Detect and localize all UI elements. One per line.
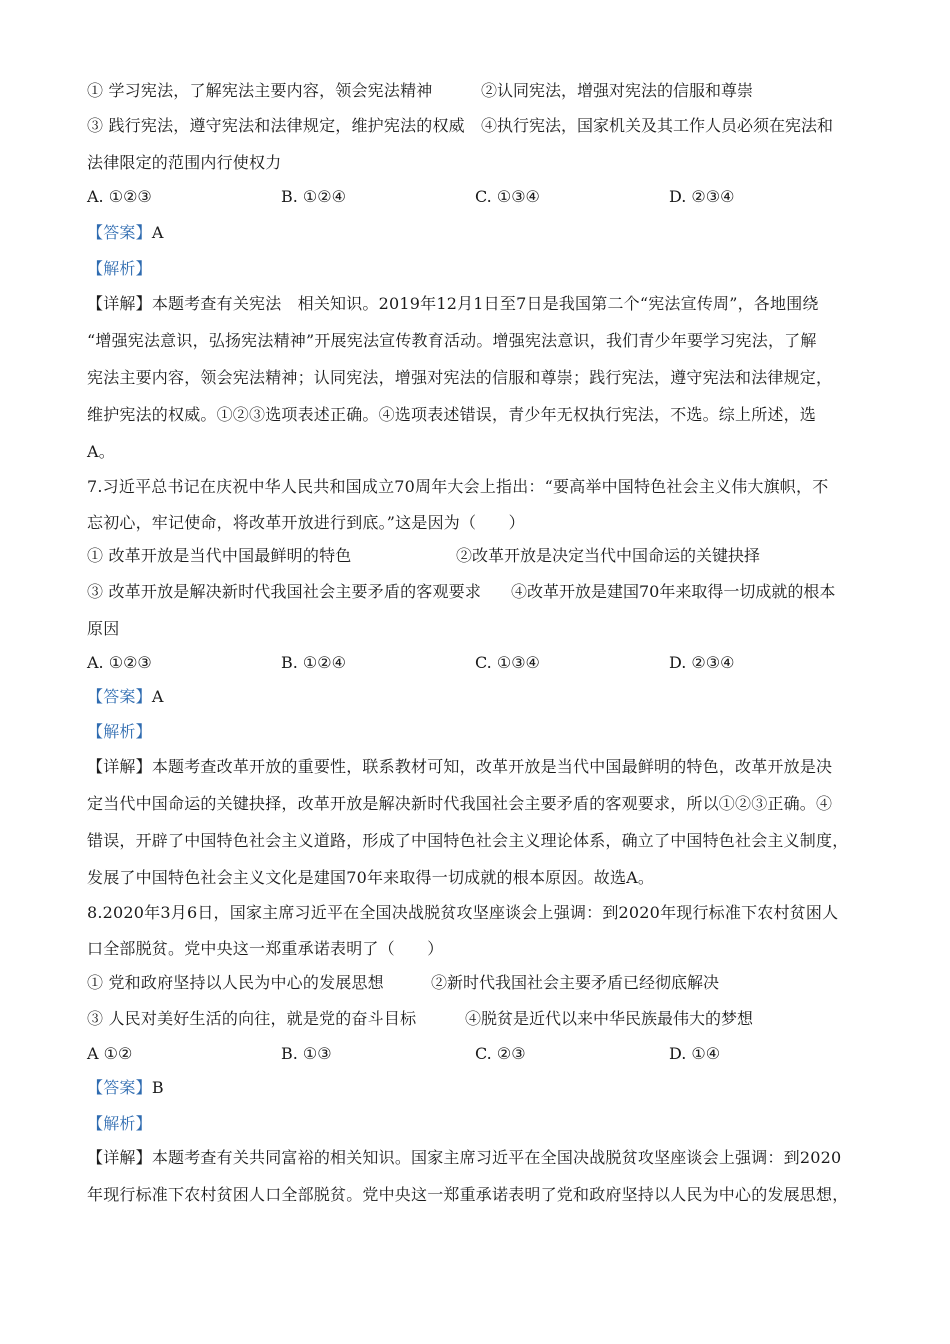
q8-stem-line-1: 8.2020年3月6日，国家主席习近平在全国决战脱贫攻坚座谈会上强调：到2020年现行标准下农村贫困人 xyxy=(87,903,839,922)
answer-value: A xyxy=(151,687,164,706)
q8-option-1: ① 党和政府坚持以人民为中心的发展思想 xyxy=(87,973,384,992)
q8-detail-line-1 xyxy=(87,1147,841,1169)
detail-label: 【详解】 xyxy=(87,294,152,313)
q7-detail-line-4: 发展了中国特色社会主义文化是建国70年来取得一切成就的根本原因。故选A。 xyxy=(87,868,655,887)
q8-analysis-label: 【解析】 xyxy=(87,1114,152,1133)
q7-choice-d: D. ②③④ xyxy=(669,653,735,672)
q7-analysis-label: 【解析】 xyxy=(87,722,152,741)
q6-answer xyxy=(87,222,164,244)
q7-choice-b: B. ①②④ xyxy=(281,653,346,672)
q7-option-2: ②改革开放是决定当代中国命运的关键抉择 xyxy=(456,546,761,565)
q6-detail-line-2: “增强宪法意识，弘扬宪法精神”开展宪法宣传教育活动。增强宪法意识，我们青少年要学习宪法，了解 xyxy=(87,331,817,350)
q8-choice-a: A ①② xyxy=(87,1044,133,1063)
answer-value: A xyxy=(151,223,164,242)
q8-option-3: ③ 人民对美好生活的向往，就是党的奋斗目标 xyxy=(87,1009,417,1028)
q8-detail-line-2: 年现行标准下农村贫困人口全部脱贫。党中央这一郑重承诺表明了党和政府坚持以人民为中心的发展思想， xyxy=(87,1185,849,1204)
q6-option-4-cont: 法律限定的范围内行使权力 xyxy=(87,153,282,172)
answer-label: 【答案】 xyxy=(87,687,152,706)
q7-option-4-cont: 原因 xyxy=(87,619,120,638)
answer-label: 【答案】 xyxy=(87,1078,152,1097)
q7-choice-a: A. ①②③ xyxy=(87,653,152,672)
q7-choice-c: C. ①③④ xyxy=(475,653,540,672)
q6-choice-c: C. ①③④ xyxy=(475,187,540,206)
q6-detail-line-5: A。 xyxy=(87,442,115,461)
q6-detail-line-3: 宪法主要内容，领会宪法精神；认同宪法，增强对宪法的信服和尊崇；践行宪法，遵守宪法和法律规定， xyxy=(87,368,833,387)
q8-choice-d: D. ①④ xyxy=(669,1044,721,1063)
q6-option-3: ③ 践行宪法，遵守宪法和法律规定，维护宪法的权威 xyxy=(87,116,465,135)
q6-analysis-label: 【解析】 xyxy=(87,259,152,278)
q7-detail-line-3: 错误，开辟了中国特色社会主义道路，形成了中国特色社会主义理论体系，确立了中国特色社会主义制度， xyxy=(87,831,849,850)
detail-text: 本题考查有关共同富裕的相关知识。国家主席习近平在全国决战脱贫攻坚座谈会上强调：到2020 xyxy=(151,1148,842,1167)
q7-answer xyxy=(87,686,164,708)
q7-option-4: ④改革开放是建国70年来取得一切成就的根本 xyxy=(511,582,836,601)
q7-stem-line-1: 7.习近平总书记在庆祝中华人民共和国成立70周年大会上指出：“要高举中国特色社会主义伟大旗帜，不 xyxy=(87,477,829,496)
q7-detail-line-1 xyxy=(87,756,832,778)
q7-detail-line-2: 定当代中国命运的关键抉择，改革开放是解决新时代我国社会主要矛盾的客观要求，所以①②③正确。④ xyxy=(87,794,833,813)
q6-choice-b: B. ①②④ xyxy=(281,187,346,206)
detail-label: 【详解】 xyxy=(87,1148,152,1167)
detail-text: 本题考查有关宪法 相关知识。2019年12月1日至7日是我国第二个“宪法宣传周”，各地围绕 xyxy=(151,294,819,313)
q6-choice-a: A. ①②③ xyxy=(87,187,152,206)
q6-detail-line-4: 维护宪法的权威。①②③选项表述正确。④选项表述错误，青少年无权执行宪法，不选。综上所述，选 xyxy=(87,405,817,424)
q6-option-1: ① 学习宪法，了解宪法主要内容，领会宪法精神 xyxy=(87,81,433,100)
q6-detail-line-1 xyxy=(87,293,819,315)
q7-option-1: ① 改革开放是当代中国最鲜明的特色 xyxy=(87,546,352,565)
q8-choice-c: C. ②③ xyxy=(475,1044,526,1063)
answer-value: B xyxy=(151,1078,164,1097)
q7-stem-line-2: 忘初心，牢记使命，将改革开放进行到底。”这是因为（ ） xyxy=(87,513,525,532)
detail-text: 本题考查改革开放的重要性，联系教材可知，改革开放是当代中国最鲜明的特色，改革开放是决 xyxy=(151,757,833,776)
q6-option-4: ④执行宪法，国家机关及其工作人员必须在宪法和 xyxy=(481,116,834,135)
q8-option-4: ④脱贫是近代以来中华民族最伟大的梦想 xyxy=(465,1009,754,1028)
q8-choice-b: B. ①③ xyxy=(281,1044,332,1063)
q6-choice-d: D. ②③④ xyxy=(669,187,735,206)
answer-label: 【答案】 xyxy=(87,223,152,242)
detail-label: 【详解】 xyxy=(87,757,152,776)
q8-answer xyxy=(87,1077,164,1099)
q8-option-2: ②新时代我国社会主要矛盾已经彻底解决 xyxy=(431,973,720,992)
q8-stem-line-2: 口全部脱贫。党中央这一郑重承诺表明了（ ） xyxy=(87,939,444,958)
q7-option-3: ③ 改革开放是解决新时代我国社会主要矛盾的客观要求 xyxy=(87,582,482,601)
q6-option-2: ②认同宪法，增强对宪法的信服和尊崇 xyxy=(481,81,754,100)
